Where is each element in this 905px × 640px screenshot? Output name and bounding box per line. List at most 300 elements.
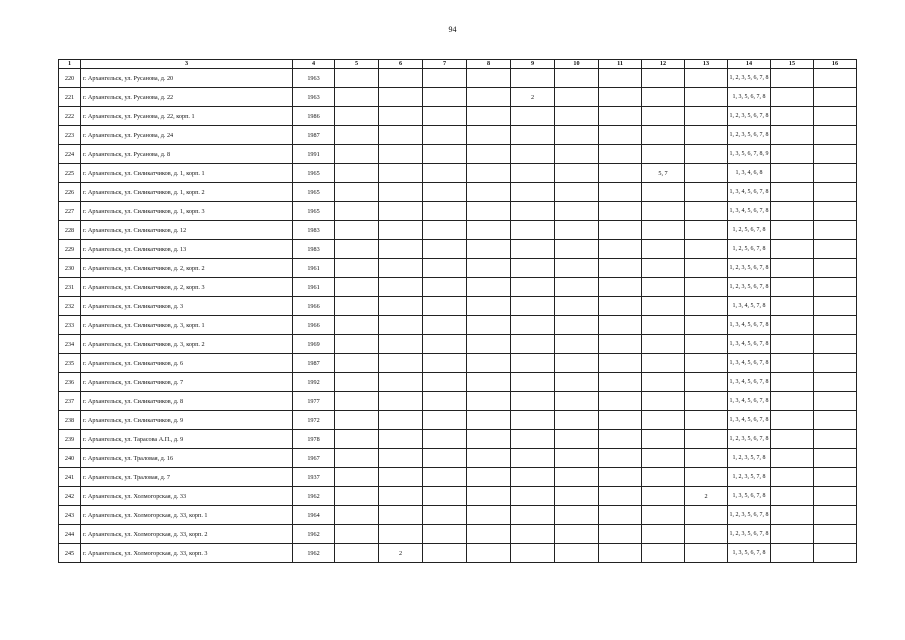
row-number-cell: 220 (59, 69, 81, 88)
column-6-cell (379, 183, 423, 202)
column-10-cell (555, 487, 599, 506)
row-number-cell: 235 (59, 354, 81, 373)
year-cell: 1963 (293, 88, 335, 107)
column-15-cell (771, 392, 814, 411)
column-15-cell (771, 335, 814, 354)
column-12-cell (642, 430, 685, 449)
column-5-cell (335, 411, 379, 430)
table-row (59, 183, 857, 202)
column-9-cell (511, 506, 555, 525)
column-6-cell (379, 126, 423, 145)
address-cell: г. Архангельск, ул. Русанова, д. 22 (81, 88, 293, 107)
column-6-cell (379, 392, 423, 411)
column-11-cell (599, 544, 642, 563)
column-13-cell (685, 506, 728, 525)
year-cell: 1961 (293, 278, 335, 297)
column-13-cell (685, 392, 728, 411)
row-number-cell: 234 (59, 335, 81, 354)
column-5-cell (335, 373, 379, 392)
column-12-cell (642, 335, 685, 354)
column-9-cell (511, 335, 555, 354)
column-12-cell (642, 392, 685, 411)
year-cell: 1987 (293, 126, 335, 145)
column-14-cell: 1, 2, 5, 6, 7, 8 (728, 240, 771, 259)
column-9-cell (511, 164, 555, 183)
column-14-cell: 1, 2, 3, 5, 6, 7, 8 (728, 259, 771, 278)
column-14-cell: 1, 3, 5, 6, 7, 8 (728, 487, 771, 506)
row-number-cell: 224 (59, 145, 81, 164)
table-row (59, 297, 857, 316)
column-11-cell (599, 411, 642, 430)
column-11-cell (599, 506, 642, 525)
column-8-cell (467, 183, 511, 202)
column-12-cell (642, 259, 685, 278)
column-6-cell (379, 430, 423, 449)
column-10-cell (555, 88, 599, 107)
column-header-15: 15 (771, 60, 814, 69)
column-12-cell (642, 449, 685, 468)
address-cell: г. Архангельск, ул. Силикатчиков, д. 7 (81, 373, 293, 392)
column-6-cell (379, 354, 423, 373)
column-14-cell: 1, 3, 4, 5, 6, 7, 8 (728, 183, 771, 202)
column-5-cell (335, 240, 379, 259)
address-cell: г. Архангельск, ул. Холмогорская, д. 33, корп. 1 (81, 506, 293, 525)
address-cell: г. Архангельск, ул. Траловая, д. 7 (81, 468, 293, 487)
column-5-cell (335, 145, 379, 164)
column-15-cell (771, 183, 814, 202)
row-number-cell: 229 (59, 240, 81, 259)
column-6-cell (379, 297, 423, 316)
column-9-cell (511, 392, 555, 411)
column-7-cell (423, 354, 467, 373)
year-cell: 1992 (293, 373, 335, 392)
column-16-cell (814, 183, 857, 202)
column-header-3: 3 (81, 60, 293, 69)
row-number-cell: 233 (59, 316, 81, 335)
page-number: 94 (448, 25, 457, 34)
column-14-cell: 1, 3, 4, 5, 6, 7, 8 (728, 202, 771, 221)
column-11-cell (599, 316, 642, 335)
column-10-cell (555, 449, 599, 468)
column-5-cell (335, 487, 379, 506)
column-8-cell (467, 354, 511, 373)
column-16-cell (814, 468, 857, 487)
column-10-cell (555, 335, 599, 354)
column-5-cell (335, 354, 379, 373)
column-9-cell (511, 259, 555, 278)
column-13-cell (685, 69, 728, 88)
column-7-cell (423, 202, 467, 221)
column-8-cell (467, 430, 511, 449)
column-header-1: 1 (59, 60, 81, 69)
column-14-cell: 1, 2, 3, 5, 6, 7, 8 (728, 107, 771, 126)
column-14-cell: 1, 3, 4, 6, 8 (728, 164, 771, 183)
table-row (59, 221, 857, 240)
buildings-table (58, 59, 857, 563)
column-14-cell: 1, 2, 3, 5, 6, 7, 8 (728, 430, 771, 449)
column-14-cell: 1, 3, 4, 5, 6, 7, 8 (728, 316, 771, 335)
year-cell: 1965 (293, 202, 335, 221)
column-15-cell (771, 126, 814, 145)
column-6-cell (379, 316, 423, 335)
row-number-cell: 239 (59, 430, 81, 449)
column-5-cell (335, 183, 379, 202)
column-6-cell (379, 278, 423, 297)
column-6-cell (379, 202, 423, 221)
column-12-cell (642, 506, 685, 525)
year-cell: 1986 (293, 107, 335, 126)
column-6-cell (379, 221, 423, 240)
year-cell: 1972 (293, 411, 335, 430)
table-row (59, 69, 857, 88)
column-13-cell (685, 278, 728, 297)
table-row (59, 278, 857, 297)
column-header-4: 4 (293, 60, 335, 69)
year-cell: 1967 (293, 449, 335, 468)
address-cell: г. Архангельск, ул. Холмогорская, д. 33, корп. 3 (81, 544, 293, 563)
column-5-cell (335, 506, 379, 525)
column-7-cell (423, 506, 467, 525)
year-cell: 1962 (293, 487, 335, 506)
column-11-cell (599, 297, 642, 316)
column-13-cell (685, 183, 728, 202)
column-5-cell (335, 221, 379, 240)
column-header-9: 9 (511, 60, 555, 69)
column-12-cell (642, 278, 685, 297)
column-16-cell (814, 202, 857, 221)
column-5-cell (335, 259, 379, 278)
column-5-cell (335, 392, 379, 411)
column-14-cell: 1, 2, 3, 5, 7, 8 (728, 449, 771, 468)
column-9-cell (511, 373, 555, 392)
column-8-cell (467, 259, 511, 278)
address-cell: г. Архангельск, ул. Русанова, д. 22, корп. 1 (81, 107, 293, 126)
column-6-cell (379, 468, 423, 487)
address-cell: г. Архангельск, ул. Русанова, д. 24 (81, 126, 293, 145)
address-cell: г. Архангельск, ул. Силикатчиков, д. 2, корп. 3 (81, 278, 293, 297)
column-11-cell (599, 468, 642, 487)
column-6-cell (379, 240, 423, 259)
column-15-cell (771, 164, 814, 183)
column-16-cell (814, 373, 857, 392)
column-8-cell (467, 297, 511, 316)
column-header-8: 8 (467, 60, 511, 69)
column-13-cell (685, 411, 728, 430)
row-number-cell: 228 (59, 221, 81, 240)
column-12-cell (642, 107, 685, 126)
column-16-cell (814, 297, 857, 316)
address-cell: г. Архангельск, ул. Силикатчиков, д. 2, корп. 2 (81, 259, 293, 278)
column-11-cell (599, 525, 642, 544)
column-13-cell (685, 430, 728, 449)
column-10-cell (555, 145, 599, 164)
row-number-cell: 232 (59, 297, 81, 316)
table-header-row (59, 60, 857, 69)
column-10-cell (555, 544, 599, 563)
column-7-cell (423, 221, 467, 240)
column-12-cell (642, 240, 685, 259)
column-16-cell (814, 449, 857, 468)
row-number-cell: 241 (59, 468, 81, 487)
address-cell: г. Архангельск, ул. Русанова, д. 8 (81, 145, 293, 164)
column-9-cell (511, 525, 555, 544)
column-9-cell (511, 221, 555, 240)
row-number-cell: 238 (59, 411, 81, 430)
column-16-cell (814, 335, 857, 354)
column-11-cell (599, 221, 642, 240)
column-7-cell (423, 278, 467, 297)
column-10-cell (555, 126, 599, 145)
column-8-cell (467, 335, 511, 354)
address-cell: г. Архангельск, ул. Силикатчиков, д. 1, корп. 2 (81, 183, 293, 202)
column-11-cell (599, 240, 642, 259)
column-15-cell (771, 430, 814, 449)
column-15-cell (771, 468, 814, 487)
column-16-cell (814, 126, 857, 145)
column-11-cell (599, 373, 642, 392)
table-row (59, 240, 857, 259)
column-12-cell (642, 221, 685, 240)
column-12-cell (642, 88, 685, 107)
column-6-cell (379, 411, 423, 430)
column-14-cell: 1, 3, 5, 6, 7, 8 (728, 544, 771, 563)
year-cell: 1977 (293, 392, 335, 411)
column-11-cell (599, 88, 642, 107)
column-7-cell (423, 335, 467, 354)
column-8-cell (467, 202, 511, 221)
column-16-cell (814, 544, 857, 563)
address-cell: г. Архангельск, ул. Силикатчиков, д. 1, корп. 1 (81, 164, 293, 183)
column-8-cell (467, 525, 511, 544)
column-15-cell (771, 525, 814, 544)
year-cell: 1991 (293, 145, 335, 164)
column-11-cell (599, 145, 642, 164)
column-11-cell (599, 278, 642, 297)
address-cell: г. Архангельск, ул. Силикатчиков, д. 12 (81, 221, 293, 240)
column-11-cell (599, 126, 642, 145)
column-13-cell (685, 335, 728, 354)
column-9-cell (511, 354, 555, 373)
column-14-cell: 1, 3, 4, 5, 6, 7, 8 (728, 373, 771, 392)
column-5-cell (335, 449, 379, 468)
year-cell: 1978 (293, 430, 335, 449)
column-13-cell: 2 (685, 487, 728, 506)
table-body (59, 69, 857, 563)
column-16-cell (814, 259, 857, 278)
column-15-cell (771, 278, 814, 297)
column-15-cell (771, 259, 814, 278)
row-number-cell: 243 (59, 506, 81, 525)
column-9-cell (511, 468, 555, 487)
address-cell: г. Архангельск, ул. Русанова, д. 20 (81, 69, 293, 88)
column-header-13: 13 (685, 60, 728, 69)
column-header-11: 11 (599, 60, 642, 69)
column-16-cell (814, 164, 857, 183)
year-cell: 1965 (293, 164, 335, 183)
table-row (59, 259, 857, 278)
column-9-cell (511, 183, 555, 202)
column-6-cell (379, 88, 423, 107)
column-11-cell (599, 430, 642, 449)
year-cell: 1963 (293, 69, 335, 88)
column-12-cell (642, 544, 685, 563)
column-15-cell (771, 69, 814, 88)
column-5-cell (335, 69, 379, 88)
column-12-cell (642, 316, 685, 335)
column-5-cell (335, 164, 379, 183)
column-10-cell (555, 468, 599, 487)
column-8-cell (467, 278, 511, 297)
column-14-cell: 1, 2, 3, 5, 6, 7, 8 (728, 126, 771, 145)
column-14-cell: 1, 2, 3, 5, 6, 7, 8 (728, 525, 771, 544)
column-10-cell (555, 430, 599, 449)
column-13-cell (685, 259, 728, 278)
column-7-cell (423, 525, 467, 544)
column-14-cell: 1, 3, 4, 5, 6, 7, 8 (728, 392, 771, 411)
column-5-cell (335, 430, 379, 449)
column-6-cell (379, 373, 423, 392)
column-5-cell (335, 525, 379, 544)
column-header-6: 6 (379, 60, 423, 69)
column-6-cell (379, 164, 423, 183)
column-16-cell (814, 316, 857, 335)
row-number-cell: 242 (59, 487, 81, 506)
column-7-cell (423, 145, 467, 164)
row-number-cell: 222 (59, 107, 81, 126)
column-14-cell: 1, 2, 3, 5, 6, 7, 8 (728, 69, 771, 88)
table-row (59, 392, 857, 411)
column-13-cell (685, 221, 728, 240)
column-10-cell (555, 354, 599, 373)
column-6-cell (379, 487, 423, 506)
row-number-cell: 240 (59, 449, 81, 468)
column-15-cell (771, 411, 814, 430)
column-9-cell (511, 69, 555, 88)
column-10-cell (555, 259, 599, 278)
column-13-cell (685, 107, 728, 126)
column-10-cell (555, 411, 599, 430)
table-row (59, 145, 857, 164)
column-9-cell (511, 297, 555, 316)
column-8-cell (467, 316, 511, 335)
row-number-cell: 245 (59, 544, 81, 563)
column-5-cell (335, 107, 379, 126)
column-15-cell (771, 487, 814, 506)
column-8-cell (467, 69, 511, 88)
column-8-cell (467, 544, 511, 563)
column-6-cell: 2 (379, 544, 423, 563)
column-15-cell (771, 449, 814, 468)
column-11-cell (599, 259, 642, 278)
column-16-cell (814, 278, 857, 297)
column-12-cell (642, 126, 685, 145)
table-row (59, 468, 857, 487)
row-number-cell: 231 (59, 278, 81, 297)
table-row (59, 335, 857, 354)
column-15-cell (771, 506, 814, 525)
column-15-cell (771, 373, 814, 392)
table-row (59, 449, 857, 468)
column-12-cell (642, 525, 685, 544)
column-15-cell (771, 240, 814, 259)
column-15-cell (771, 316, 814, 335)
year-cell: 1965 (293, 183, 335, 202)
table-row (59, 164, 857, 183)
column-5-cell (335, 278, 379, 297)
column-7-cell (423, 544, 467, 563)
address-cell: г. Архангельск, ул. Холмогорская, д. 33 (81, 487, 293, 506)
column-6-cell (379, 335, 423, 354)
column-9-cell (511, 202, 555, 221)
column-6-cell (379, 525, 423, 544)
address-cell: г. Архангельск, ул. Силикатчиков, д. 9 (81, 411, 293, 430)
column-10-cell (555, 373, 599, 392)
column-7-cell (423, 88, 467, 107)
column-13-cell (685, 88, 728, 107)
column-10-cell (555, 107, 599, 126)
column-6-cell (379, 449, 423, 468)
column-6-cell (379, 107, 423, 126)
column-13-cell (685, 449, 728, 468)
column-11-cell (599, 392, 642, 411)
column-8-cell (467, 221, 511, 240)
column-7-cell (423, 411, 467, 430)
year-cell: 1966 (293, 297, 335, 316)
table-row (59, 354, 857, 373)
address-cell: г. Архангельск, ул. Силикатчиков, д. 13 (81, 240, 293, 259)
year-cell: 1961 (293, 259, 335, 278)
column-15-cell (771, 107, 814, 126)
column-16-cell (814, 525, 857, 544)
column-10-cell (555, 506, 599, 525)
column-8-cell (467, 88, 511, 107)
column-15-cell (771, 354, 814, 373)
column-7-cell (423, 373, 467, 392)
table-row (59, 373, 857, 392)
column-9-cell (511, 316, 555, 335)
column-10-cell (555, 316, 599, 335)
column-5-cell (335, 544, 379, 563)
year-cell: 1937 (293, 468, 335, 487)
column-16-cell (814, 354, 857, 373)
column-10-cell (555, 392, 599, 411)
column-header-10: 10 (555, 60, 599, 69)
row-number-cell: 236 (59, 373, 81, 392)
year-cell: 1962 (293, 525, 335, 544)
row-number-cell: 226 (59, 183, 81, 202)
row-number-cell: 237 (59, 392, 81, 411)
column-13-cell (685, 126, 728, 145)
column-6-cell (379, 259, 423, 278)
column-13-cell (685, 240, 728, 259)
column-10-cell (555, 183, 599, 202)
address-cell: г. Архангельск, ул. Силикатчиков, д. 6 (81, 354, 293, 373)
column-7-cell (423, 449, 467, 468)
address-cell: г. Архангельск, ул. Силикатчиков, д. 3 (81, 297, 293, 316)
column-16-cell (814, 145, 857, 164)
column-header-14: 14 (728, 60, 771, 69)
column-14-cell: 1, 3, 5, 6, 7, 8, 9 (728, 145, 771, 164)
column-7-cell (423, 487, 467, 506)
table-row (59, 126, 857, 145)
column-10-cell (555, 69, 599, 88)
column-6-cell (379, 145, 423, 164)
column-7-cell (423, 240, 467, 259)
column-16-cell (814, 107, 857, 126)
column-8-cell (467, 107, 511, 126)
year-cell: 1987 (293, 354, 335, 373)
column-11-cell (599, 335, 642, 354)
